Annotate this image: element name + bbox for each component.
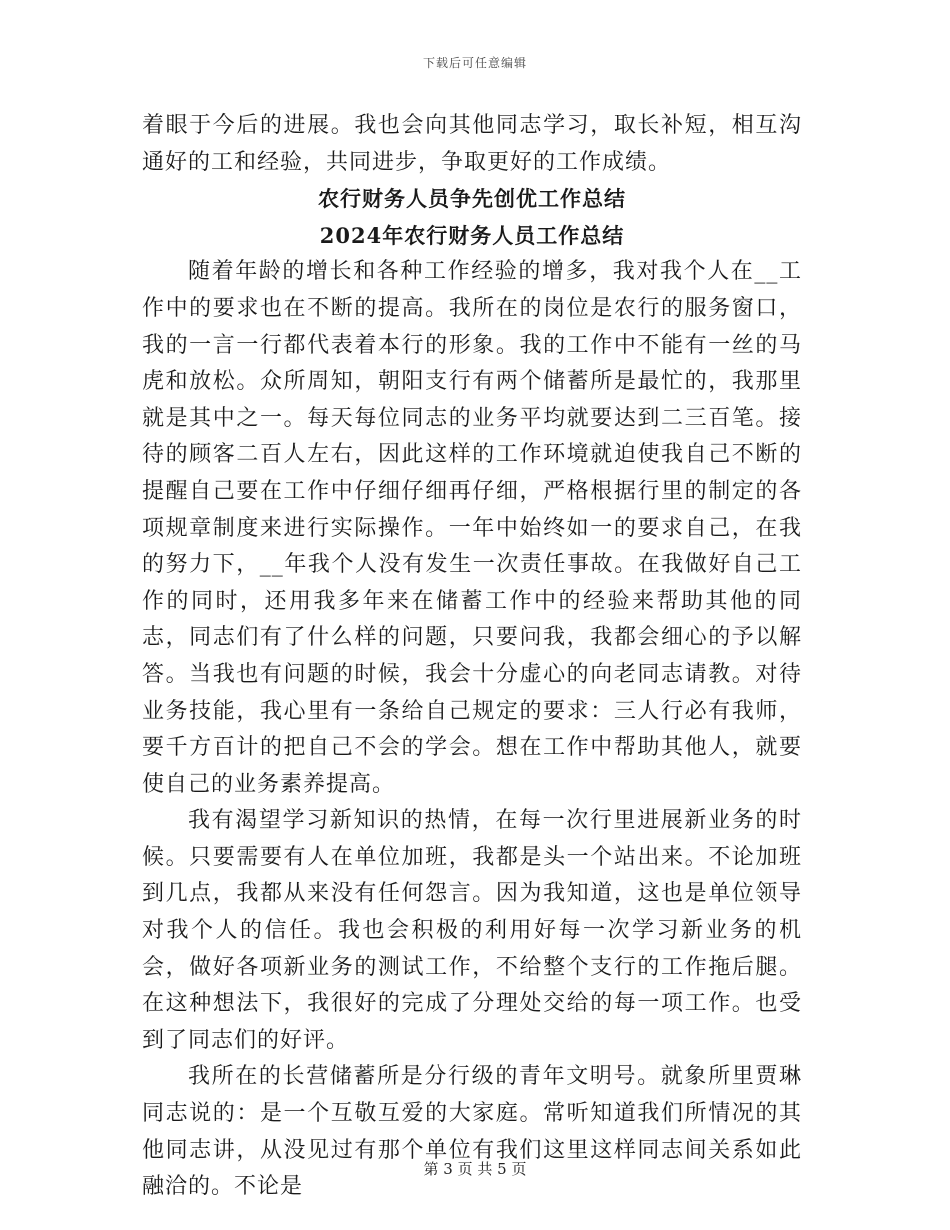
paragraph: 我有渴望学习新知识的热情，在每一次行里进展新业务的时候。只要需要有人在单位加班，我都是头一个站出来。不论加班到几点，我都从来没有任何怨言。因为我知道，这也是单位领导对我个人的信任。我也会积极的利用好每一次学习新业务的机会，做好各项新业务的测试工作，不给整个支行的工作拖后腿。在这种想法下，我很好的完成了分理处交给的每一项工作。也受到了同志们的好评。 (142, 808, 802, 1053)
paragraph: 随着年龄的增长和各种工作经验的增多，我对我个人在__工作中的要求也在不断的提高。我所在的岗位是农行的服务窗口，我的一言一行都代表着本行的形象。我的工作中不能有一丝的马虎和放松。众所周知，朝阳支行有两个储蓄所是最忙的，我那里就是其中之一。每天每位同志的业务平均就要达到二三百笔。接待的顾客二百人左右，因此这样的工作环境就迫使我自己不断的提醒自己要在工作中仔细仔细再仔细，严格根据行里的制定的各项规章制度来进行实际操作。一年中始终如一的要求自己，在我的努力下，__年我个人没有发生一次责任事故。在我做好自己工作的同时，还用我多年来在储蓄工作中的经验来帮助其他的同志，同志们有了什么样的问题，只要问我，我都会细心的予以解答。当我也有问题的时候，我会十分虚心的向老同志请教。对待业务技能，我心里有一条给自己规定的要求：三人行必有我师，要千方百计的把自己不会的学会。想在工作中帮助其他人，就要使自己的业务素养提高。 (142, 259, 802, 797)
document-title: 农行财务人员争先创优工作总结 (318, 186, 626, 212)
page-footer-number: 第 3 页 共 5 页 (423, 1160, 527, 1178)
document-body (142, 108, 802, 1206)
paragraph-continuation: 着眼于今后的进展。我也会向其他同志学习，取长补短，相互沟通好的工和经验，共同进步，争取更好的工作成绩。 (142, 113, 802, 175)
document-subtitle: 2024年农行财务人员工作总结 (319, 222, 625, 248)
page-header: 下载后可任意编辑 (422, 56, 527, 70)
paragraph: 我所在的长营储蓄所是分行级的青年文明号。就象所里贾琳同志说的：是一个互敬互爱的大家庭。常听知道我们所情况的其他同志讲，从没见过有那个单位有我们这里这样同志间关系如此融洽的。不论是 (142, 1064, 802, 1200)
